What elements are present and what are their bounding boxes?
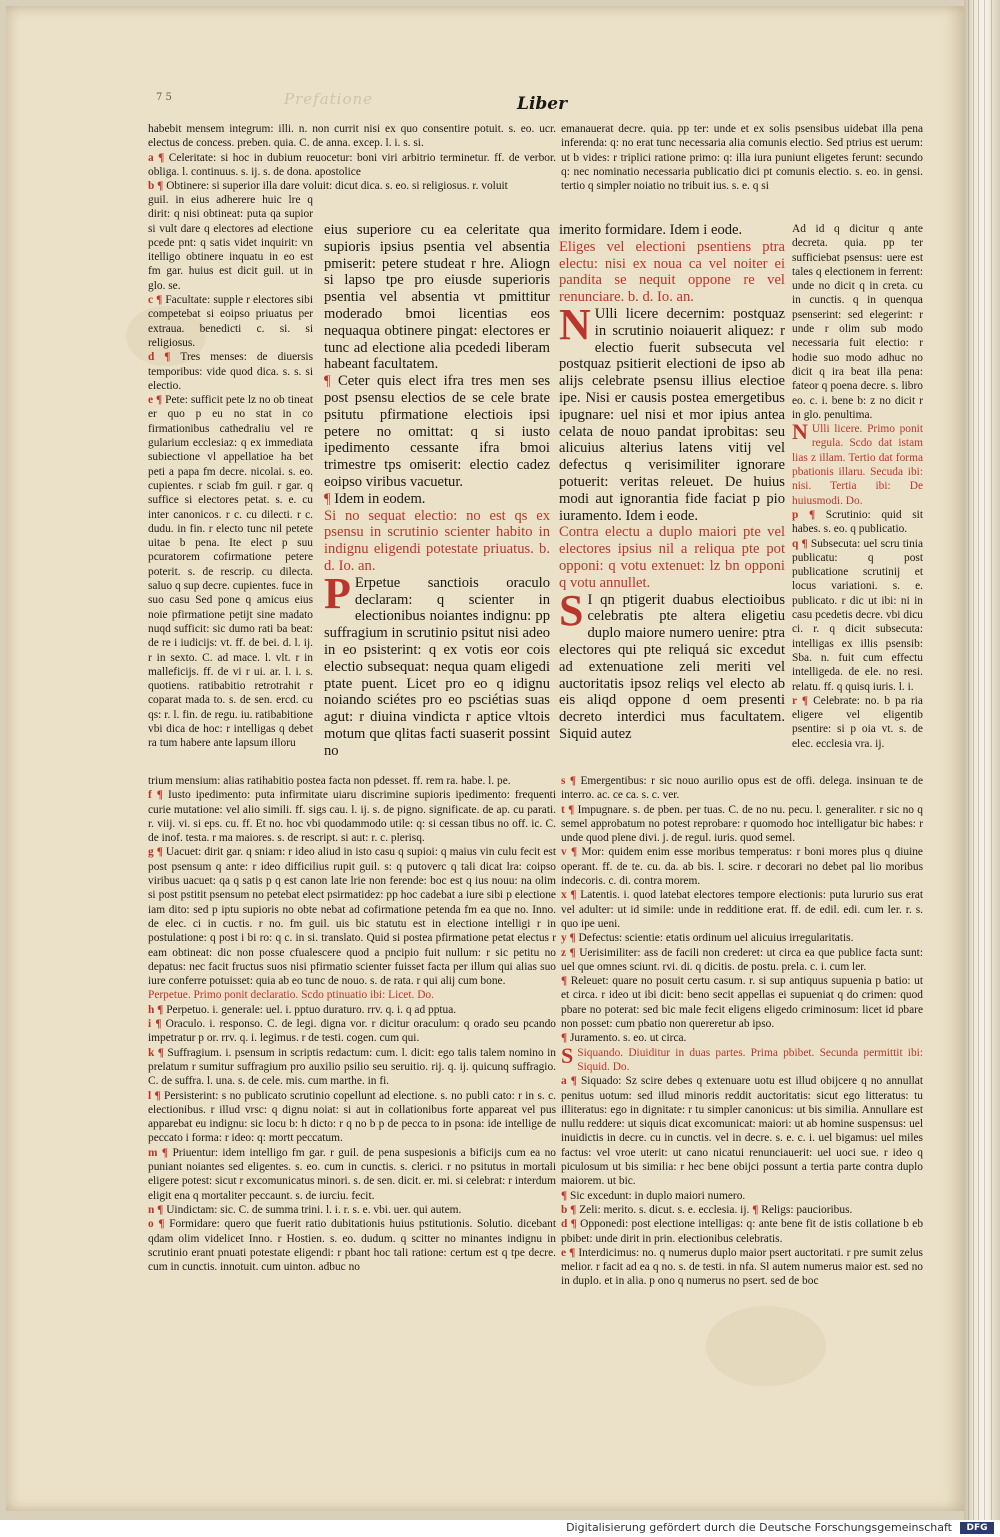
gloss-h: h ¶ Perpetuo. i. generale: uel. i. pptuo duraturo. rrv. q. i. q ad pptua. <box>148 1003 457 1016</box>
gloss-u-text: Mor: quidem enim esse moribus temperatus: r boni mores plus q diuine operant. ff. de te. cu. da. ab bis. l. scire. r decorari no debet pal lio moribus indecoris. c. di. contra morem. <box>561 846 923 888</box>
gloss-dd: ¶ Sic excedunt: in duplo maiori numero. <box>561 1189 746 1202</box>
gloss-aa-text: Releuet: quare no posuit certu casum. r. si sup antiquus supuenia p batio: ut et circa. r ideo ut ibi dicit: beno secit appellas ei supueniat q do crimen: quod pbare no poterat: sed bic male fecit eligens eligedo criminosum: licet id pbare non posset: cum pbatio non quereretur ab ipso. <box>561 975 923 1031</box>
main-left-text2-body: Ceter quis elect ifra tres men ses post psensu electios de se cele brate psitutu pfirmatione electiois ipsi petere no omittat: q si iusto ipedimento cessante ifra bmoi trimestre tps omiserit: electio cadez eoipso viribus vacuetur. <box>324 373 551 490</box>
gloss-gg: e ¶ Interdicimus: no. q numerus duplo maior psert auctoritati. r pre sumit zelus melior. r facit ad ea q no. s. de testi. in nfa. Sl autem numerus maior est. sed no in duplo. et in alia. p ono q numerus no psert. sed de boc <box>561 1246 923 1288</box>
gloss-q-text: Subsecuta: uel scru tinia publicatu: q post publicatione scrutinij et locus variationi. s. e. publicato. r dic ut ibi: ni in casu pcedetis decre. vbi dicu ci. r. q dicit subsecuta: intelligas ex illis psensib: Sba. n. fuit cum effectu intelligeda. de ele. no resi. relatu. ff. q quisq iuris. l. i. <box>792 537 924 693</box>
folio-mark: 7 5 <box>156 92 172 103</box>
gloss-o-text: Formidare: quero que fuerit ratio dubitationis huius pstitutionis. Solutio. dicebant qdam olim videlicet Inno. r Hostien. s. eo. dudum. q scitter no minantes indignu in scrutinio erant pnuati potestate eligendi: r pbant hoc tali ratione: certum est q tpe decre. cum in cunctis. innotuit. cum uinton. adbuc no <box>148 1218 557 1274</box>
gloss-trium: trium mensium: alias ratihabitio postea facta non pdesset. ff. rem ra. habe. l. pe. <box>148 775 511 787</box>
gloss-b: b ¶ Obtinere: si superior illa dare voluit: dicut dica. s. eo. si religiosus. r. voluit <box>148 180 508 193</box>
gloss-gg-text: Interdicimus: no. q numerus duplo maior psert auctoritati. r pre sumit zelus melior. r facit ad ea q no. s. de testi. in nfa. Sl autem numerus maior est. sed no in duplo. et in alia. p ono q numerus no psert. sed de boc <box>561 1246 923 1288</box>
gloss-ee2-text: Religs: paucioribus. <box>761 1203 853 1216</box>
initial-n: N <box>559 299 591 349</box>
gloss-t-text: Impugnare. s. de pben. per tuas. C. de no nu. pecu. l. generaliter. r sic no q semel approbatum no potest reprobare: r quomodo hoc intelligatur bic habes: r unde quod plene divi. j. de regul. iuris. quod semel. <box>561 803 923 845</box>
gloss-l: l ¶ Persisterint: s no publicato scrutinio copellunt ad electione. s. no publi cato: r in s. c. electionibus. r illud vrsc: q dignu noiat: si aut in collationibus forte appareat vel pus apparebat eu indignu: sic locu b: h dicto: r q no b p de pecca to in psona: ide intellige de peccato i forma: r ideo: q: mortt peccatum. <box>148 1089 556 1145</box>
gloss-c-text: Facultate: supple r electores sibi competebat si eoipso priuatus per extraua. benedicti c. si. si religiosus. <box>148 294 313 349</box>
initial-p: P <box>324 568 351 618</box>
gloss-siquando <box>561 1042 923 1075</box>
gloss-bb: ¶ Juramento. s. eo. ut circa. <box>561 1032 687 1045</box>
gloss-ff-text: Opponedi: post electione intelligas: q: ante bene fit de istis collatione b eb pbibet: unde dirit in prin. electionibus celebratis. <box>561 1218 924 1245</box>
gloss-x: x ¶ Latentis. i. quod latebat electores tempore electionis: puta lururio sus erat vel adulter: ut id simile: unde in redditione erat. ff. de edil. edi. cum ler. r. s. quo ipe ueni. <box>561 889 923 930</box>
initial-n-small: N <box>792 419 808 445</box>
gloss-m-text: Priuentur: idem intelligo fm gar. r guil. de pena suspesionis a bificijs cum ea no puniant noiantes sed eligentes. s. eo. cum in cunctis. s. clerici. r no psitutus in mortali eligere potest: sicut r excomunicatus minori. s. de sen. dicit. er. mi. si celebrat: r interdum eligit ena q mortaliter peccaunt. s. de iurciu. fecit. <box>148 1146 556 1202</box>
gloss-f-text: Iusto ipedimento: puta infirmitate uiaru discrimine supioris ipedimento: frequenti curie mutatione: vel alio simili. ff. sigs cau. l. ij. s. de pigno. significate. de ap. cu parati. r. viij. vi. si eps. cu. ff. Et no. hoc vbi quodammodo utile: q: si cessan tibus no off. ic. C. de inof. testa. r ma maiores. s. de rescript. si aut: r. c. plerisq. <box>148 789 557 845</box>
gloss-nulli <box>792 419 923 508</box>
right-gloss-narrow <box>792 222 923 751</box>
gloss-right-top: emanauerat decre. quia. pp ter: unde et ex solis psensibus uidebat illa pena inferenda: q: no erat tunc necessaria alia comunis electio. Sed ptrius est uerum: ut b vides: r triplici ratione primo: q: illa iura puniunt eligetes ferunt: secundo q: nec nominatio necessaria publicatio dici pt comunis electio. s. eo. in gensi. tertio q simpler noiatio no tribuit ius. s. e. q si <box>561 123 923 193</box>
right-gloss-top <box>561 122 923 193</box>
main-left-text3-body: Erpetue sanctiois oraculo declaram: q scienter in electionibus noiantes indignu: pp suffragium in scrutinio psitut nisi adeo in eo psisterint: q ex votis eor cois electio subsequat: nequa quam eligedi ptate puent. Licet pro eo q idignu noiando sciétes pro eo psciétias suas agut: r diuina vindicta r aptice vltois motum que qlitas facti suaserit possint no <box>324 574 550 759</box>
gloss-k-text: Suffragium. i. psensum in scriptis redactum: cum. l. dicit: ego talis talem nomino in prelatum r sumitur suffragium pro auxilio psilio seu seruitio. rij. q. ij. quicunq suffragio. C. de suffra. l. una. s. de cele. mis. cum marthe. in fi. <box>148 1046 556 1088</box>
left-gloss-column <box>148 122 556 193</box>
gloss-e-text: Pete: sufficit pete lz no ob tineat er quo p eu no stat in co firmationibus cathedraliu vel re gularium ecclesiaz: q ex immediata subiectione vl appellatioe ha bet peti a papa fm decre. nicolai. s. eo. cupientes. r sciab fm guil. r gar. q suffice si electores petat. s. e. cu inter canonicos. r c. cu dilecti. r c. dudu. in fin. r electo tunc nil petete uitae b pena. Ite elect p suu pcuratorem cofirmatione petere poterit. s. de rescrip. cu dilecta. saluo q sup decre. cupientes. fuce in suo casu Sed pone q amicus eius noie pfirmatione petijt sine madato nuqd sufficit: sic dumo rati ba beat: de re i iudicijs: vt. ff. de bei. d. l. ij. r in sexto. C. ad mace. l. vlt. r in malleficijs. ff. de vi r ui. ar. l. i. s. quotiens. ratibabitio retrotrahit r coparat mada to. s. de sen. ercd. cu qs: r. l. fin. de regu. iu. ratibabitione vbi dica de hoc: r intelligas q debet ra tum habere ante lapsum illoru <box>148 394 314 750</box>
main-right-rubric1: Eliges vel electioni psentiens ptra electu: nisi ex noua ca vel noiter ei pandita se nequit oppone re vel renunciare. b. d. Io. an. <box>559 238 785 306</box>
gloss-h-text: Perpetuo. i. generale: uel. i. pptuo duraturo. rrv. q. i. q ad pptua. <box>166 1003 457 1016</box>
main-left-text1: eius superiore cu ea celeritate qua supioris ipsius psentia vel absentia pmiserit: petere studeat r hre. Aliogn si lapso tpe pro eiusde superioris psentia vel absentia vt pmittitur moderado bmoi licentias eos nequaqua obtinere pingat: electores er tunc ad electione alia pcededi liberam habeant facultatem. <box>324 222 550 373</box>
gloss-ff: d ¶ Opponedi: post electione intelligas: q: ante bene fit de istis collatione b eb pbibet: unde dirit in prin. electionibus celebratis. <box>561 1218 924 1245</box>
main-left-heading-text: Idem in eodem. <box>334 490 426 507</box>
gloss-g: g ¶ Uacuet: dirit gar. q sniam: r ideo aliud in isto casu q supioi: q maius vin culu fecit est post psensum q ante: r ideo difficilius rupit guil. s: q putoverc q tali dicat lra: coipso viribus uacuet: qa q satis p q est canon late lrie non ferende: boc est q ius nouu: na olim si post pstitit psensum no petebat elect psirmatidez: pp hoc cadebat a iure sibi p electione iam dito: sed p iptu supioris no obte nebat ad cofirmatione petenda fm ea que no. Inno. de elec. ci in cuctis. r no. fm guil. uis bic statutu est in electione intelligi r in postulatione: q post i bi ro: q c. in si. translato. Quid si postea pfirmatione petat electus r eam obtineat: dic non posse cfualescere quod a pncipio fuit nullum: r sic petitu no depatus: nec facit fructus suos nisi pfirmatio scienter fuisset facta per illum qui alias suo iure conferre potuisset: quia ab eo tunc de nouo. s. de rata. r qui alij cum bone. <box>148 846 556 988</box>
main-left-text3 <box>324 568 550 760</box>
gloss-l-text: Persisterint: s no publicato scrutinio copellunt ad electione. s. no publi cato: r in s. c. electionibus. r illud vrsc: q dignu noiat: si aut in collationibus forte appareat vel pus apparebat eu indignu: sic locu b: h dicto: r q no b p de pecca to in psona: ide intellige de peccato i forma: r ideo: q: mortt peccatum. <box>148 1089 556 1145</box>
gloss-narrow: guil. in eius adherere huic lre q dirit: q nisi obtineat: puta qa supior si vult dare q electores ad electione pcede pnt: q satis videt inquirit: vn itelligo obtinere inquatu in eo est fm gar. huius est dicit guil. ut in glo. se. <box>148 194 313 292</box>
gloss-u: v ¶ Mor: quidem enim esse moribus temperatus: r boni mores plus q diuine operant. ff. de te. cu. da. ab bis. l. scire. r decorari no debet pal lio moribus indecoris. c. di. contra morem. <box>561 846 923 888</box>
gloss-cc: a ¶ Siquado: Sz scire debes q extenuare uotu est illud obijcere q no annullat penitus uotum: sed illud minoris reddit auctoritatis: sicut ego litteratus: tu illiteratus: ego in dignitate: r tu simpler canonicus: ut bis similia. Annullare est nullu reddere: ut siquis dicat excomunicat: maiori: ut ab homine suspensus: uel inuidictis in decre. cu in cunctis. vel in decre. s. e. c. i. uel bigamus: uel miles factus: vel vroe uterit: ut cano nicatui renunciauerit: uel uoci sue. r ideo q piculosum ut bis similia: r hec bene obijci possunt a tertia parte contra duplo maiorem. ut bic. <box>561 1075 923 1188</box>
gloss-i-text: Oraculo. i. responso. C. de legi. digna vor. r dicitur oraculum: q orado seu pcando impetratur p or. rrv. q. i. legimus. r de testi. cogen. cum qui. <box>148 1018 556 1045</box>
footer-credit: Digitalisierung gefördert durch die Deutsche Forschungsgemeinschaft <box>566 1521 952 1534</box>
gloss-i: i ¶ Oraculo. i. responso. C. de legi. digna vor. r dicitur oraculum: q orado seu pcando impetratur p or. rrv. q. i. legimus. r de testi. cogen. cum qui. <box>148 1018 556 1045</box>
gloss-right-narrow: Ad id q dicitur q ante decreta. quia. pp ter sufficiebat psensus: uere est tales q electionem in ferrent: unde no dicit q in creta. cu in cunctis. q in quenqua psenserint: sed elegerint: r unde r olim sub modo necessaria fuit electio: r hodie suo modo adhuc no dicit q ira beat illa pena: fateor q poena decre. s. libro eo. c. i. bene b: z no dicit r in glo. penultima. <box>792 223 923 421</box>
initial-s: S <box>559 585 584 635</box>
book-page-edges <box>964 0 1000 1520</box>
main-right-text3 <box>559 585 785 743</box>
main-right-text2-body: Ulli licere decernim: postquaz in scrutinio noiauerit aliquez: r electio fuerit subsecuta vel postquaz psitierit electioni de ipso ab alijs celebrate psensu illius electioe ipe. Nisi er causis postea emergetibus ipugnare: uel nisi et mor ipius antea celata de nouo pandat iprobitas: seu alicuius alterius latens vitij vel defectus q verisimiliter ignorare potuerit: veritas releuet. De huius modi aut ignorantia fide faciat p pio iuramento. Idem i eode. <box>559 305 785 524</box>
gloss-dd-text: Sic excedunt: in duplo maiori numero. <box>570 1189 746 1202</box>
initial-s-small: S <box>561 1042 574 1068</box>
gloss-siquando-text: Siquando. Diuiditur in duas partes. Prima pbibet. Secunda permittit ibi: Siquid. Do. <box>577 1046 923 1073</box>
gloss-a: a ¶ Celeritate: si hoc in dubium reuocetur: boni viri arbitrio terminetur. ff. de verbor. obliga. l. continuus. s. ij. s. de dona. apostolice <box>148 151 556 178</box>
gloss-perpetue-text: Perpetue. Primo ponit declaratio. Scdo ptinuatio ibi: Licet. Do. <box>148 989 434 1002</box>
gloss-k: k ¶ Suffragium. i. psensum in scriptis redactum: cum. l. dicit: ego talis talem nomino in prelatum r sumitur suffragium pro auxilio psilio seu seruitio. rij. q. ij. quicunq suffragio. C. de suffra. l. una. s. de cele. mis. cum marthe. in fi. <box>148 1046 556 1088</box>
gloss-y-text: Defectus: scientie: etatis ordinum uel alicuius irregularitatis. <box>578 932 854 945</box>
main-left-heading: ¶ Idem in eodem. <box>324 490 426 507</box>
gloss-e: e ¶ Pete: sufficit pete lz no ob tineat er quo p eu no stat in co firmationibus cathedraliu vel re gularium ecclesiaz: q ex immediata subiectione vl appellatioe ha bet peti a papa fm decre. nicolai. s. eo. cupientes. r sciab fm guil. r gar. q suffice si electores petat. s. e. cu inter canonicos. r c. cu dilecti. r c. dudu. in fin. r electo tunc nil petete uitae b pena. Ite elect p suu pcuratorem cofirmatione petere poterit. s. de rescrip. cu dilecta. saluo q sup decre. cupientes. fuce in suo casu Sed pone q amicus eius noie pfirmatione petijt sine madato nuqd sufficit: sic dumo rati ba beat: de re i iudicijs: vt. ff. de bei. d. l. ij. r in sexto. C. ad mace. l. vlt. r in malleficijs. ff. de vi r ui. ar. l. i. s. quotiens. ratibabitio retrotrahit r coparat mada to. s. de sen. ercd. cu qs: r. l. fin. de regu. iu. ratibabitione vbi dica de hoc: r intelligas q debet ra tum habere ante lapsum illoru <box>148 394 314 750</box>
gloss-t: t ¶ Impugnare. s. de pben. per tuas. C. de no nu. pecu. l. generaliter. r sic no q semel approbatum no potest reprobare: r quomodo hoc intelligatur bic habes: r unde quod plene divi. j. de regul. iuris. quod semel. <box>561 803 923 845</box>
main-right-text3-body: I qn ptigerit duabus electioibus celebratis pte altera eligetiu duplo maiore numero uenire: ptra electores qui pte reliquá sic excedut ad extenuatione zeli meriti vel auctoritatis ipsoz reliqs vel electo ab eis aliqd oppone d oem presenti decreto interdici mus facultatem. Siquid autez <box>559 591 785 742</box>
left-gloss-narrow <box>148 193 313 751</box>
right-gloss-lower <box>561 774 923 1289</box>
book-page <box>6 6 964 1511</box>
main-right-rubric2: Contra electu a duplo maiori pte vel electores ipsius nil a reliqua pte pot opponi: q votu extenuet: lz bn opponi q votu annullet. <box>559 524 785 591</box>
gloss-c: c ¶ Facultate: supple r electores sibi competebat si eoipso priuatus per extraua. benedicti c. si. si religiosus. <box>148 294 313 349</box>
gloss-cc-text: Siquado: Sz scire debes q extenuare uotu est illud obijcere q no annullat penitus uotum: sed illud minoris reddit auctoritatis: sicut ego litteratus: tu illiteratus: ego in dignitate: r tu simpler canonicus: ut bis similia. Annullare est nullu reddere: ut siquis dicat excomunicat: maiori: ut ab homine suspensus: uel inuidictis in decre. cu in cunctis. vel in decre. s. e. c. i. uel bigamus: uel miles factus: vel vroe uterit: ut cano nicatui renunciauerit: uel uoci sue. r ideo q piculosum ut bis similia: r hec bene obijci possunt a tertia parte contra duplo maiorem. ut bic. <box>561 1075 923 1188</box>
gloss-a-text: Celeritate: si hoc in dubium reuocetur: boni viri arbitrio terminetur. ff. de verbor. obliga. l. continuus. s. ij. s. de dona. apostolice <box>148 151 556 178</box>
gloss-z-text: Uerisimiliter: ass de facili non crederet: ut circa ea que publice facta sunt: uel que omnes sciunt. rvi. di. q dicitis. de postu. prela. c. i. cum ler. <box>561 946 923 973</box>
gloss-nulli-text: Ulli licere. Primo ponit regula. Scdo dat istam lias z illam. Tertio dat forma pbationis illaru. Secuda ibi: nisi. Tertia ibi: De huiusmodi. Do. <box>792 423 923 507</box>
gloss-d-text: Tres menses: de diuersis temporibus: vide quod dica. s. s. si electio. <box>148 351 313 392</box>
gloss-o: o ¶ Formidare: quero que fuerit ratio dubitationis huius pstitutionis. Solutio. dicebant qdam olim videlicet Inno. r Hostien. s. eo. dudum. q scitter no minantes indignu in scrutinio erant pnuati potestate eligendi: r pbant hoc tali ratione: certum est q tpe decre. cum in cunctis. innotuit. cum uinton. adbuc no <box>148 1218 557 1274</box>
gloss-m: m ¶ Priuentur: idem intelligo fm gar. r guil. de pena suspesionis a bificijs cum ea no puniant noiantes sed eligentes. s. eo. cum in cunctis. s. clerici. r no psitutus in mortali eligere potest: sicut r excomunicatus minori. s. de sen. dicit. er. mi. si celebrat: r interdum eligit ena q mortaliter peccaunt. s. de iurciu. fecit. <box>148 1146 556 1202</box>
main-right-text2 <box>559 299 785 524</box>
gloss-n-text: Uindictam: sic. C. de summa trini. l. i. r. s. e. vbi. uer. qui autem. <box>166 1203 462 1216</box>
gloss-p: p ¶ Scrutinio: quid sit habes. s. eo. q publicatio. <box>792 508 924 536</box>
main-left-rubric: Si no sequat electio: no est qs ex psensu in scrutinio scienter habito in indignu eligendi potestate priuatus. b. d. Io. an. <box>324 507 550 574</box>
page-stain <box>706 1306 826 1386</box>
gloss-top: habebit mensem integrum: illi. n. non currit nisi ex quo consentire potuit. s. eo. ucr. electus de concess. preben. quia. C. de anna. excep. l. i. s. si. <box>148 123 556 150</box>
gloss-ee: b ¶ Zeli: merito. s. dicut. s. e. ecclesia. ij. ¶ Religs: paucioribus. <box>561 1203 853 1216</box>
main-right-text1: imerito formidare. Idem i eode. <box>559 222 743 238</box>
gloss-p-text: Scrutinio: quid sit habes. s. eo. q publicatio. <box>792 508 924 536</box>
gloss-y: y ¶ Defectus: scientie: etatis ordinum uel alicuius irregularitatis. <box>561 932 854 945</box>
gloss-x-text: Latentis. i. quod latebat electores tempore electionis: puta lururio sus erat vel adulter: ut id simile: unde in redditione erat. ff. de edil. edi. cum ler. r. s. quo ipe ueni. <box>561 889 923 930</box>
running-head: Liber <box>517 94 568 114</box>
gloss-r: r ¶ Celebrate: no. b pa ria eligere vel eligentib psentire: si p oia vt. s. de elec. ecclesia vra. ij. <box>792 694 923 750</box>
gloss-n: n ¶ Uindictam: sic. C. de summa trini. l. i. r. s. e. vbi. uer. qui autem. <box>148 1203 462 1216</box>
gloss-bb-text: Juramento. s. eo. ut circa. <box>570 1032 687 1045</box>
gloss-f: f ¶ Iusto ipedimento: puta infirmitate uiaru discrimine supioris ipedimento: frequenti curie mutatione: vel alio simili. ff. sigs cau. l. ij. s. de pigno. significate. de ap. cu parati. r. viij. vi. si eps. cu. ff. Et no. hoc vbi quodammodo utile: q: si cessan tibus no off. ic. C. de inof. testa. r ma maiores. s. de rescript. si aut: r. c. plerisq. <box>148 789 557 845</box>
bleed-through-text: Prefatione <box>284 90 374 108</box>
dfg-logo: DFG <box>960 1522 994 1534</box>
gloss-perpetue-head <box>148 988 556 1002</box>
gloss-s-text: Emergentibus: r sic nouo aurilio opus est de offi. delega. insinuan te de interro. ac. ce ca. s. c. ver. <box>561 775 923 802</box>
gloss-d: d ¶ Tres menses: de diuersis temporibus: vide quod dica. s. s. si electio. <box>148 351 313 392</box>
gloss-aa: ¶ Releuet: quare no posuit certu casum. r. si sup antiquus supuenia p batio: ut et circa. r ideo ut ibi dicit: beno secit appellas ei supueniat q do crimen: quod pbare no poterat: sed bic male fecit eligens eligedo criminosum: licet id pbare non posset: cum pbatio non quereretur ab ipso. <box>561 975 923 1031</box>
left-gloss-lower <box>148 774 556 1274</box>
main-text-left <box>324 222 550 760</box>
gloss-r-text: Celebrate: no. b pa ria eligere vel eligentib psentire: si p oia vt. s. de elec. ecclesia vra. ij. <box>792 694 923 750</box>
main-left-text2: ¶ Ceter quis elect ifra tres men ses post psensu electios de se cele brate psitutu pfirmatione electiois ipsi petere no omittat: q si iusto ipedimento cessante ifra bmoi trimestre tps omiserit: electio cadez eoipso viribus vacuetur. <box>324 373 551 490</box>
gloss-b-text: Obtinere: si superior illa dare voluit: dicut dica. s. eo. si religiosus. r. voluit <box>166 180 508 193</box>
gloss-g-text: Uacuet: dirit gar. q sniam: r ideo aliud in isto casu q supioi: q maius vin culu fecit est post psensum q ante: r ideo difficilius rupit guil. s: q putoverc q tali dicat lra: coipso viribus uacuet: qa q satis p q est canon late lrie non ferende: boc est q ius nouu: na olim si post pstitit psensum no petebat elect psirmatidez: pp hoc cadebat a iure sibi p electione iam dito: sed p iptu supioris no obte nebat ad cofirmatione petenda fm ea que no. Inno. de elec. ci in cuctis. r no. fm guil. uis bic statutu est in electione intelligi r in postulatione: q post i bi ro: q c. in si. translato. Quid si postea pfirmatione petat electus r eam obtineat: dic non posse cfualescere quod a pncipio fuit nullum: r sic petitu no depatus: nec facit fructus suos nisi pfirmatio scienter fuisset facta per illum qui alias suo iure conferre potuisset: quia ab eo tunc de nouo. s. de rata. r qui alij cum bone. <box>148 846 556 988</box>
footer-bar <box>0 1520 1000 1537</box>
gloss-z: z ¶ Uerisimiliter: ass de facili non crederet: ut circa ea que publice facta sunt: uel que omnes sciunt. rvi. di. q dicitis. de postu. prela. c. i. cum ler. <box>561 946 923 973</box>
main-text-right <box>559 222 785 743</box>
gloss-s: s ¶ Emergentibus: r sic nouo aurilio opus est de offi. delega. insinuan te de interro. ac. ce ca. s. c. ver. <box>561 775 923 802</box>
gloss-q: q ¶ Subsecuta: uel scru tinia publicatu: q post publicatione scrutinij et locus variationi. s. e. publicato. r dic ut ibi: ni in casu pcedetis decre. vbi dicu ci. r. q dicit subsecuta: intelligas ex illis psensib: Sba. n. fuit cum effectu intelligeda. de ele. no resi. relatu. ff. q quisq iuris. l. i. <box>792 537 924 693</box>
gloss-ee-text: Zeli: merito. s. dicut. s. e. ecclesia. ij. <box>579 1203 750 1216</box>
